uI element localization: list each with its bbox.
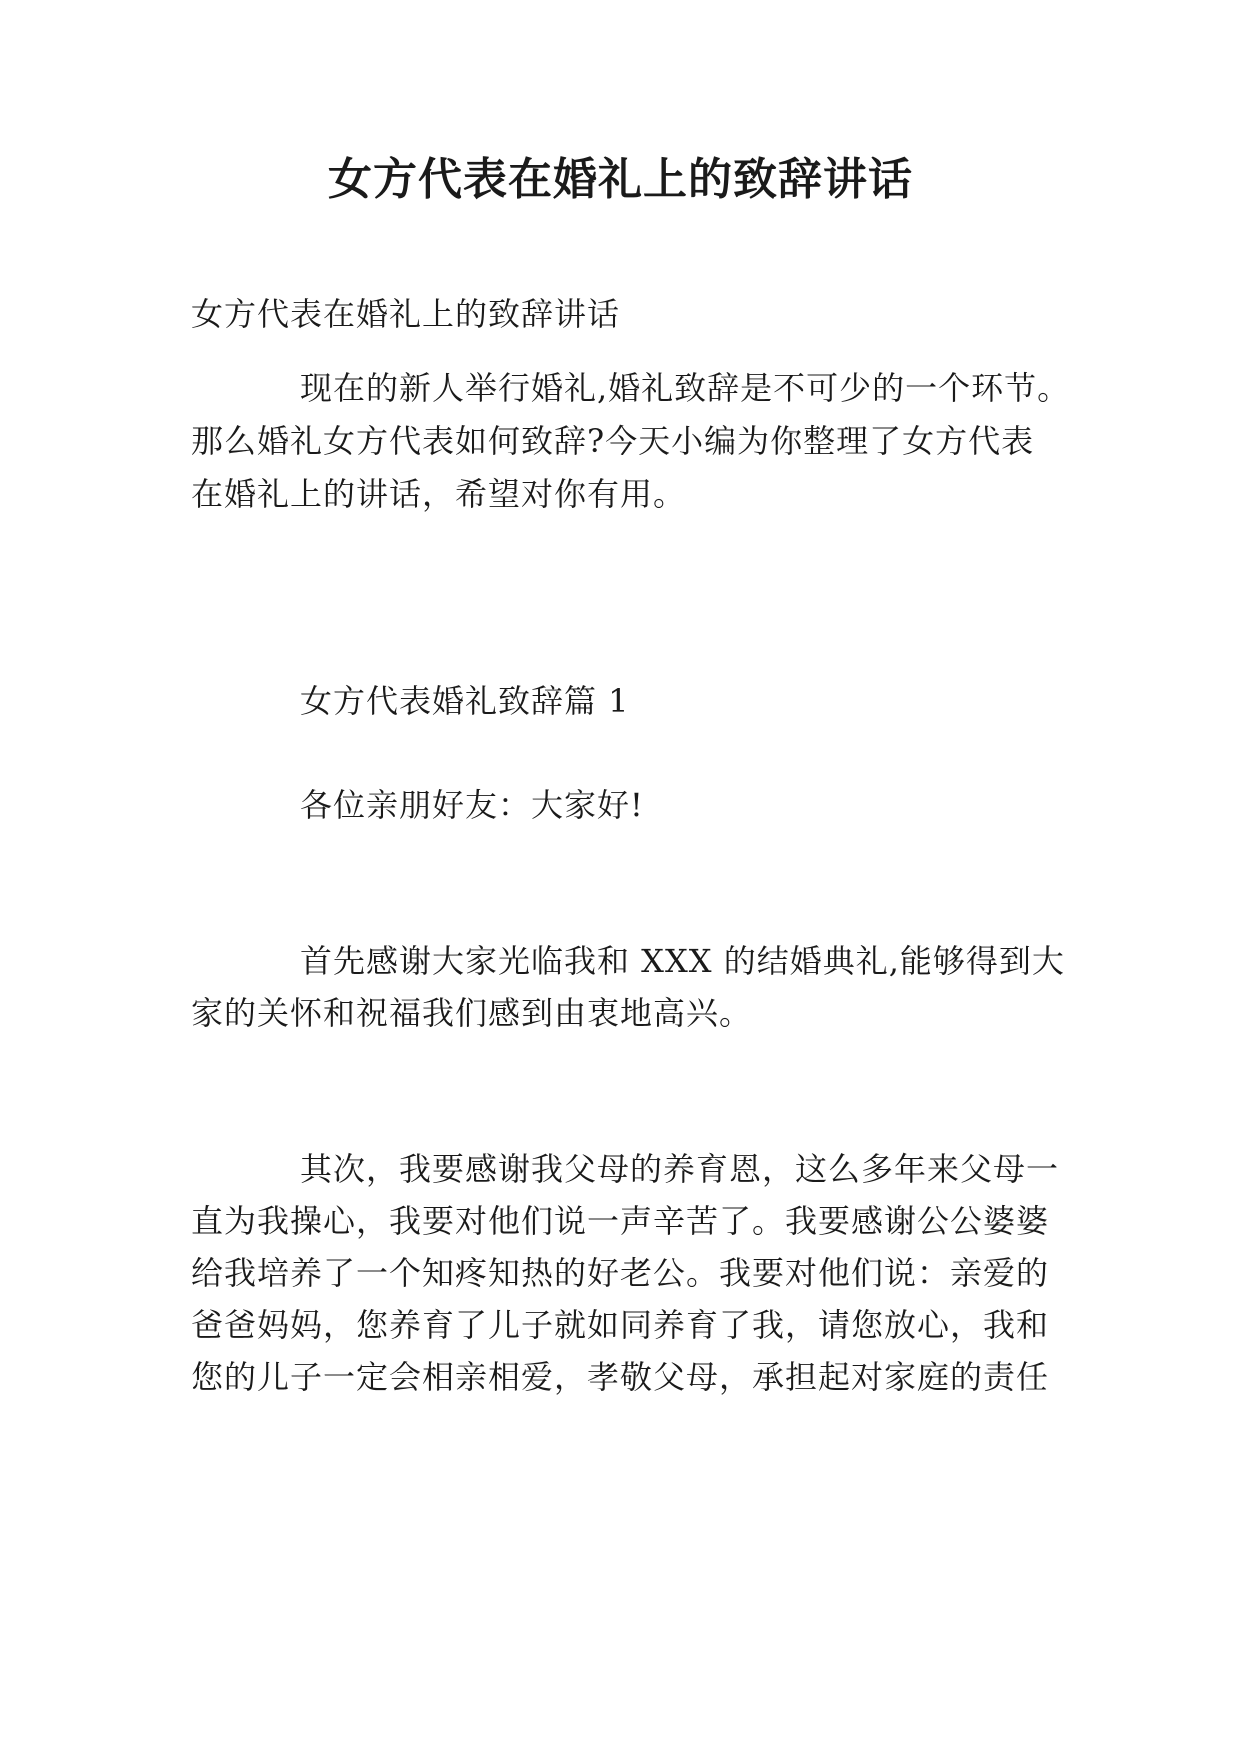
paragraph-2-line-3: 给我培养了一个知疼知热的好老公。我要对他们说：亲爱的 [191,1254,1050,1292]
paragraph-1-line-1: 首先感谢大家光临我和 XXX 的结婚典礼,能够得到大 [300,942,1065,980]
document-subtitle: 女方代表在婚礼上的致辞讲话 [191,295,621,333]
greeting-line: 各位亲朋好友：大家好! [300,786,644,824]
paragraph-2-line-5: 您的儿子一定会相亲相爱，孝敬父母，承担起对家庭的责任 [191,1358,1050,1396]
paragraph-2-line-2: 直为我操心，我要对他们说一声辛苦了。我要感谢公公婆婆 [191,1202,1050,1240]
intro-line-3: 在婚礼上的讲话，希望对你有用。 [191,475,687,513]
section-heading: 女方代表婚礼致辞篇 1 [300,682,630,720]
intro-line-1: 现在的新人举行婚礼,婚礼致辞是不可少的一个环节。 [300,369,1071,407]
paragraph-2-line-1: 其次，我要感谢我父母的养育恩，这么多年来父母一 [300,1150,1060,1188]
intro-line-2: 那么婚礼女方代表如何致辞?今天小编为你整理了女方代表 [191,422,1035,460]
paragraph-1-line-2: 家的关怀和祝福我们感到由衷地高兴。 [191,994,753,1032]
document-title: 女方代表在婚礼上的致辞讲话 [328,154,913,205]
paragraph-2-line-4: 爸爸妈妈，您养育了儿子就如同养育了我，请您放心，我和 [191,1306,1050,1344]
